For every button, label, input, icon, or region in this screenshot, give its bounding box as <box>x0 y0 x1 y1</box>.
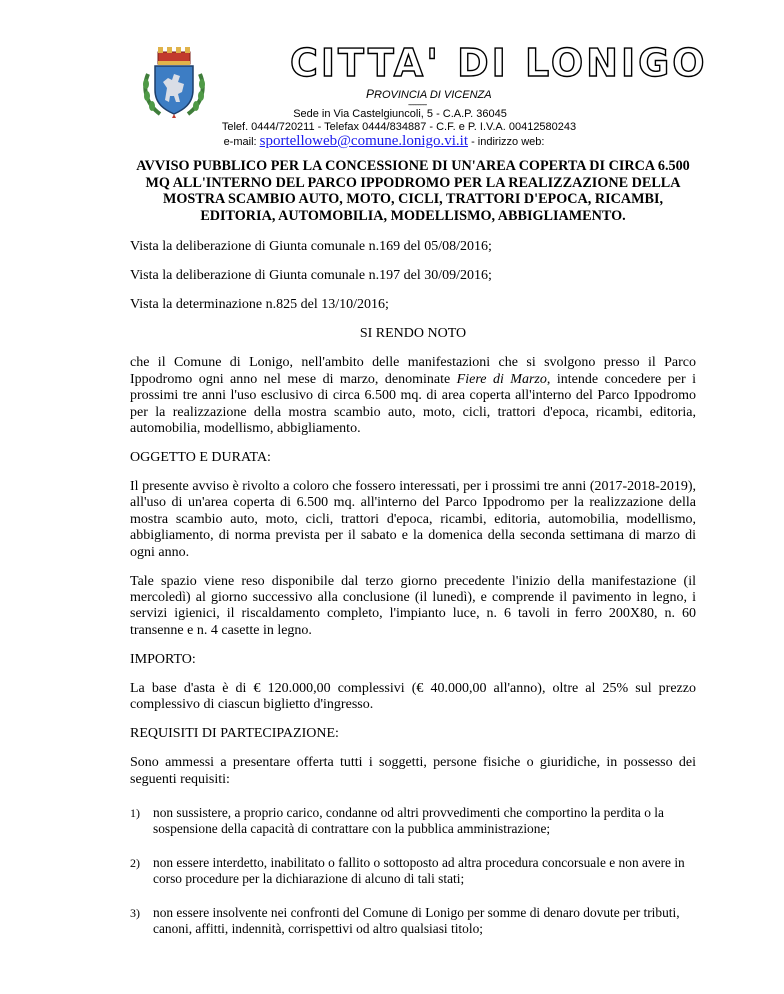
vista-paragraph-2: Vista la deliberazione di Giunta comunale n.197 del 30/09/2016; <box>130 268 492 284</box>
list-item-text: non essere insolvente nei confronti del Comune di Lonigo per somme di denaro dovute per tributi, canoni, affitti, indennità, corrispettivi od altro qualsiasi titolo; <box>153 905 680 937</box>
email-link[interactable]: sportelloweb@comune.lonigo.vi.it <box>259 133 469 149</box>
list-item-number: 3) <box>130 906 140 921</box>
list-item <box>130 855 696 887</box>
heading-oggetto: OGGETTO E DURATA: <box>130 450 271 465</box>
list-item-text: non essere interdetto, inabilitato o fallito o sottoposto ad altra procedura concorsuale e non avere in corso procedure per la dichiarazione di alcuno di tali stati; <box>153 855 685 887</box>
document-title: AVVISO PUBBLICO PER LA CONCESSIONE DI UN'AREA COPERTA DI CIRCA 6.500 MQ ALL'INTERNO DEL PARCO IPPODROMO PER LA REALIZZAZIONE DELLA MOSTRA SCAMBIO AUTO, MOTO, CICLI, TRATTORI D'EPOCA, RICAMBI, EDITORIA, AUTOMOBILIA, MODELLISMO, ABBIGLIAMENTO. <box>136 158 690 224</box>
heading-requisiti: REQUISITI DI PARTECIPAZIONE: <box>130 726 339 742</box>
rendo-noto-heading: SI RENDO NOTO <box>359 326 467 342</box>
list-item-number: 1) <box>130 806 140 821</box>
list-item <box>130 905 696 937</box>
requisiti-paragraph: Sono ammessi a presentare offerta tutti i soggetti, persone fisiche o giuridiche, in possesso dei seguenti requisiti: <box>130 755 696 787</box>
address-line: Sede in Via Castelgiuncoli, 5 - C.A.P. 36045 <box>293 108 507 120</box>
web-label: - indirizzo web: <box>471 136 545 148</box>
vista-paragraph-1: Vista la deliberazione di Giunta comunale n.169 del 05/08/2016; <box>130 239 492 255</box>
list-item <box>130 805 696 837</box>
intro-paragraph: che il Comune di Lonigo, nell'ambito delle manifestazioni che si svolgono presso il Parco Ippodromo ogni anno nel mese di marzo, denominate Fiere di Marzo, intende concedere per i prossimi tre anni l'uso esclusivo di circa 6.500 mq. di area coperta all'interno del Parco Ippodromo per la realizzazione della mostra scambio auto, moto, cicli, trattori d'epoca, ricambi, editoria, automobilia, modellismo, abbigliamento. <box>130 355 696 436</box>
vista-paragraph-3: Vista la determinazione n.825 del 13/10/2016; <box>130 297 389 313</box>
email-label: e-mail: <box>223 136 257 148</box>
heading-importo: IMPORTO: <box>130 651 196 667</box>
fiere-di-marzo: Fiere di Marzo <box>456 371 547 387</box>
svg-text:CITTA' DI LONIGO: CITTA' DI LONIGO <box>290 41 708 85</box>
oggetto-paragraph-2: Tale spazio viene reso disponibile dal terzo giorno precedente l'inizio della manifestazione (il mercoledì) al giorno successivo alla conclusione (il lunedì), e comprende il pavimento in legno, i servizi igienici, il riscaldamento completo, l'impianto luce, n. 6 tavoli in ferro 200X80, n. 60 transenne e n. 4 casette in legno. <box>130 573 696 638</box>
separator: ----------- <box>408 100 427 109</box>
importo-paragraph: La base d'asta è di € 120.000,00 complessivi (€ 40.000,00 all'anno), oltre al 25% sul prezzo complessivo di ciascun biglietto d'ingresso. <box>130 680 696 713</box>
province-line: PROVINCIA DI VICENZA <box>366 87 492 101</box>
oggetto-paragraph-1: Il presente avviso è rivolto a coloro che fossero interessati, per i prossimi tre anni (2017-2018-2019), all'uso di un'area coperta di 6.500 mq. all'interno del Parco Ippodromo per la realizzazione della mostra scambio auto, moto, cicli, trattori d'epoca, ricambi, editoria, automobilia, modellismo, abbigliamento, di norma prevista per il sabato e la domenica della seconda settimana di marzo di ogni anno. <box>130 479 696 560</box>
city-title <box>290 40 708 86</box>
email-line <box>0 133 768 150</box>
list-item-text: non sussistere, a proprio carico, condanne od altri provvedimenti che comportino la perdita o la sospensione della capacità di contrattare con la pubblica amministrazione; <box>153 805 664 837</box>
requisiti-list <box>130 805 696 937</box>
list-item-number: 2) <box>130 856 140 871</box>
phone-line: Telef. 0444/720211 - Telefax 0444/834887 - C.F. e P. I.V.A. 00412580243 <box>221 121 577 133</box>
document-body <box>130 158 696 955</box>
